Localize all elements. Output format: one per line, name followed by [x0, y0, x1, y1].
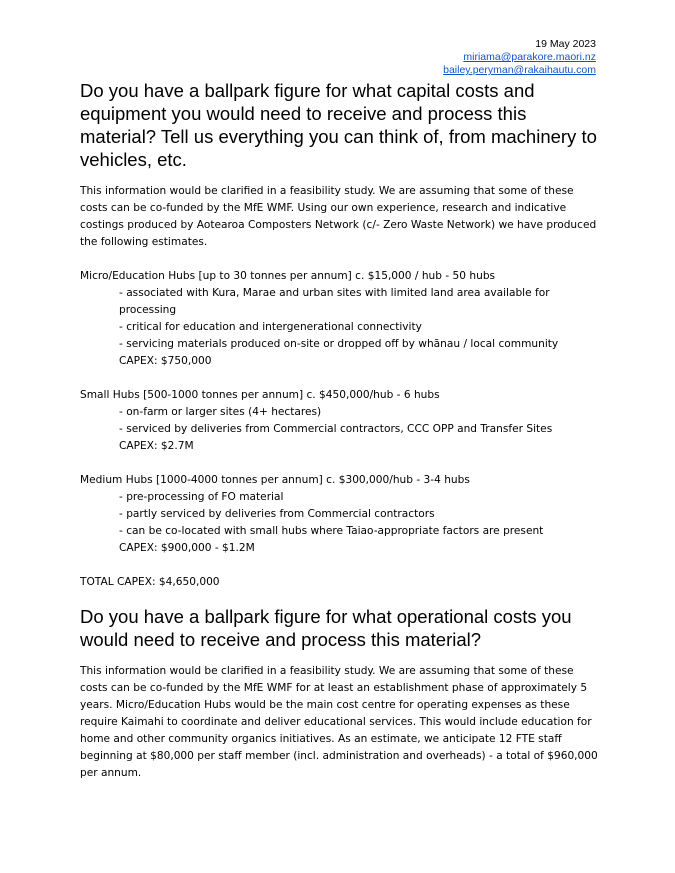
hub-block-medium — [80, 472, 600, 557]
hub-detail-line: - pre-processing of FO material — [119, 491, 284, 503]
hub-detail-line: - can be co-located with small hubs where Taiao-appropriate factors are present — [119, 525, 544, 537]
capital-costs-question: Do you have a ballpark figure for what capital costs and equipment you would need to receive and process this material? Tell us everything you can think of, from machinery to vehicles, etc. — [80, 80, 597, 170]
hub-block-micro — [80, 268, 600, 370]
operational-costs-question: Do you have a ballpark figure for what operational costs you would need to receive and process this material? — [80, 606, 572, 650]
letter-header — [443, 38, 596, 77]
hub-capex: CAPEX: $2.7M — [119, 440, 194, 452]
operational-costs-body: This information would be clarified in a feasibility study. We are assuming that some of these costs can be co-funded by the MfE WMF for at least an establishment phase of approximately 5 years. Micro/Education Hubs would be the main cost centre for operating expenses as these require Kaimahi to coordinate and deliver educational services. This would include education for home and other community organics initiatives. As an estimate, we anticipate 12 FTE staff beginning at $80,000 per staff member (incl. administration and overheads) - a total of $960,000 per annum. — [80, 665, 598, 779]
header-date: 19 May 2023 — [535, 38, 596, 50]
capital-costs-intro: This information would be clarified in a feasibility study. We are assuming that some of these costs can be co-funded by the MfE WMF. Using our own experience, research and indicative costings produced by Aotearoa Composters Network (c/- Zero Waste Network) we have produced the following estimates. — [80, 185, 597, 248]
hub-detail-line: - critical for education and intergenerational connectivity — [119, 321, 422, 333]
hub-detail-line: - servicing materials produced on-site or dropped off by whānau / local community — [119, 338, 559, 350]
hub-detail-line: - serviced by deliveries from Commercial contractors, CCC OPP and Transfer Sites — [119, 423, 553, 435]
hub-capex: CAPEX: $900,000 - $1.2M — [119, 542, 255, 554]
total-capex: TOTAL CAPEX: $4,650,000 — [80, 576, 220, 588]
hub-capex: CAPEX: $750,000 — [119, 355, 212, 367]
hub-title: Micro/Education Hubs [up to 30 tonnes per annum] c. $15,000 / hub - 50 hubs — [80, 270, 496, 282]
hub-title: Medium Hubs [1000-4000 tonnes per annum] c. $300,000/hub - 3-4 hubs — [80, 474, 470, 486]
hub-title: Small Hubs [500-1000 tonnes per annum] c. $450,000/hub - 6 hubs — [80, 389, 440, 401]
email-link-bailey[interactable]: bailey.peryman@rakaihautu.com — [443, 64, 596, 76]
document-body — [80, 79, 600, 782]
hub-detail-line: - associated with Kura, Marae and urban sites with limited land area available for processing — [119, 287, 550, 316]
hub-block-small — [80, 387, 600, 455]
hub-detail-line: - partly serviced by deliveries from Commercial contractors — [119, 508, 435, 520]
email-link-miriama[interactable]: miriama@parakore.maori.nz — [463, 51, 596, 63]
hub-detail-line: - on-farm or larger sites (4+ hectares) — [119, 406, 322, 418]
